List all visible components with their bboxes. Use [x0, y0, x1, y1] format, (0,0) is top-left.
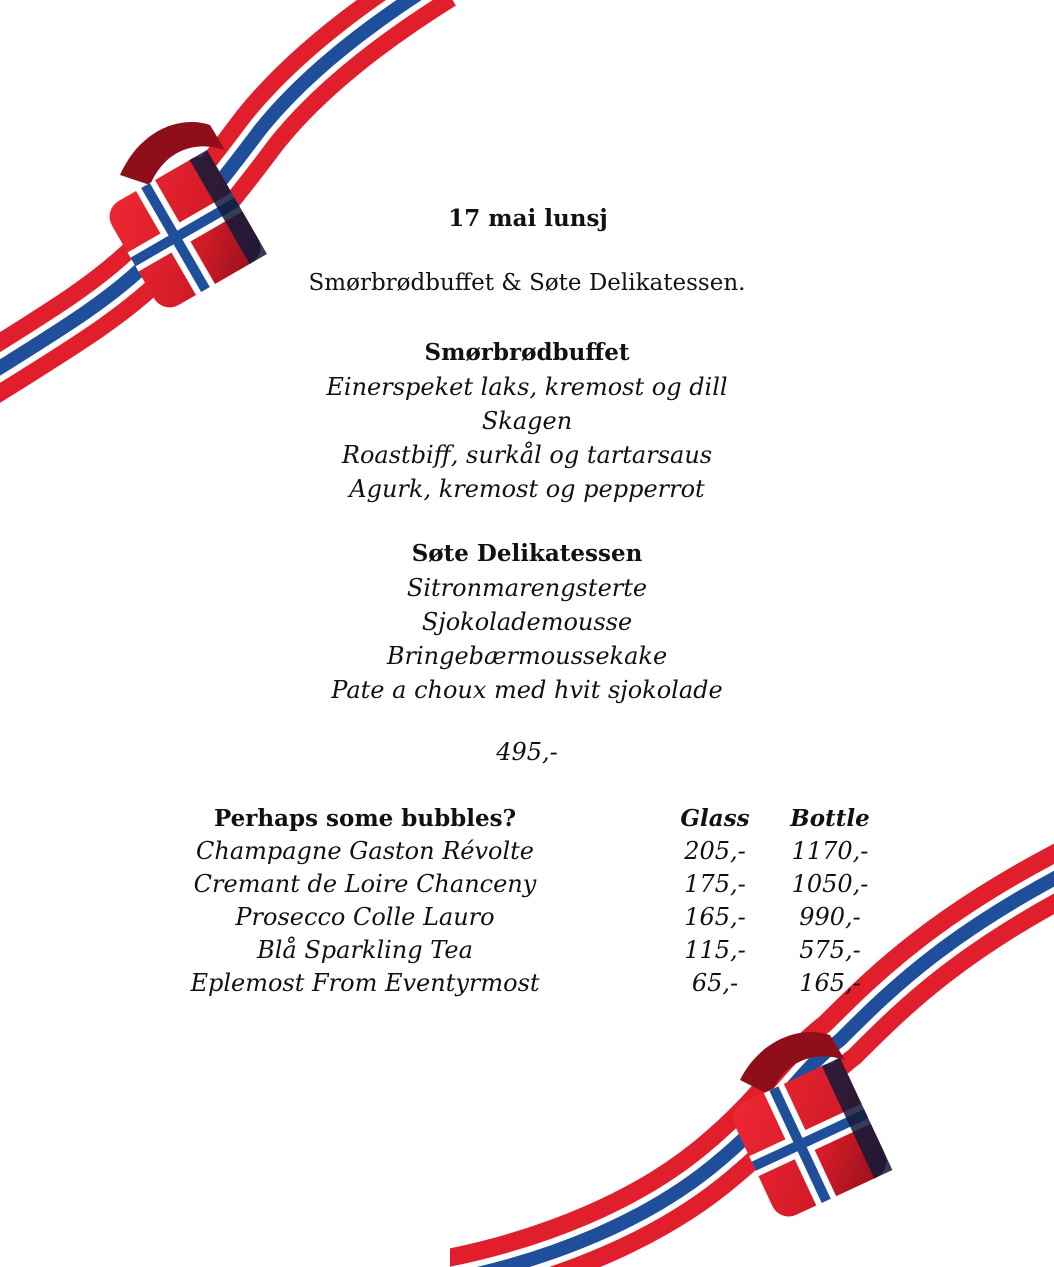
section-smorbrodbuffet	[0, 336, 1054, 506]
section-heading: Søte Delikatessen	[411, 540, 643, 567]
menu-item: Roastbiff, surkål og tartarsaus	[341, 441, 713, 469]
drink-row	[190, 868, 890, 901]
glass-price: 165,-	[684, 903, 746, 931]
buffet-price: 495,-	[496, 738, 558, 766]
glass-price: 115,-	[684, 936, 746, 964]
bottle-price: 165,-	[799, 969, 861, 997]
bottle-price: 1170,-	[791, 837, 869, 865]
section-heading: Smørbrødbuffet	[424, 339, 630, 366]
drink-row	[190, 901, 890, 934]
drink-name: Prosecco Colle Lauro	[235, 903, 495, 931]
glass-price: 175,-	[684, 870, 746, 898]
menu-item: Pate a choux med hvit sjokolade	[331, 676, 723, 704]
menu-title: 17 mai lunsj	[448, 205, 608, 232]
bubbles-header-row	[190, 802, 890, 835]
drink-row	[190, 967, 890, 1000]
menu-item: Bringebærmoussekake	[386, 642, 668, 670]
glass-price: 205,-	[684, 837, 746, 865]
menu-item: Einerspeket laks, kremost og dill	[326, 373, 728, 401]
drink-name: Cremant de Loire Chanceny	[193, 870, 537, 898]
drink-row	[190, 835, 890, 868]
drink-row	[190, 934, 890, 967]
drink-name: Champagne Gaston Révolte	[196, 837, 534, 865]
menu-subtitle: Smørbrødbuffet & Søte Delikatessen.	[308, 270, 746, 296]
bubbles-heading: Perhaps some bubbles?	[213, 805, 517, 832]
menu-item: Sitronmarengsterte	[406, 574, 648, 602]
drink-name: Eplemost From Eventyrmost	[190, 969, 540, 997]
menu-item: Sjokolademousse	[421, 608, 633, 636]
bottle-price: 1050,-	[791, 870, 869, 898]
menu-item: Agurk, kremost og pepperrot	[349, 475, 705, 503]
bottle-price: 575,-	[799, 936, 861, 964]
section-sote-delikatessen	[0, 537, 1054, 707]
bottle-column-header: Bottle	[790, 805, 870, 832]
menu-item: Skagen	[481, 407, 573, 435]
bottle-price: 990,-	[799, 903, 861, 931]
drink-name: Blå Sparkling Tea	[257, 936, 473, 964]
bubbles-price-list	[190, 802, 890, 1000]
glass-price: 65,-	[691, 969, 739, 997]
glass-column-header: Glass	[680, 805, 750, 832]
